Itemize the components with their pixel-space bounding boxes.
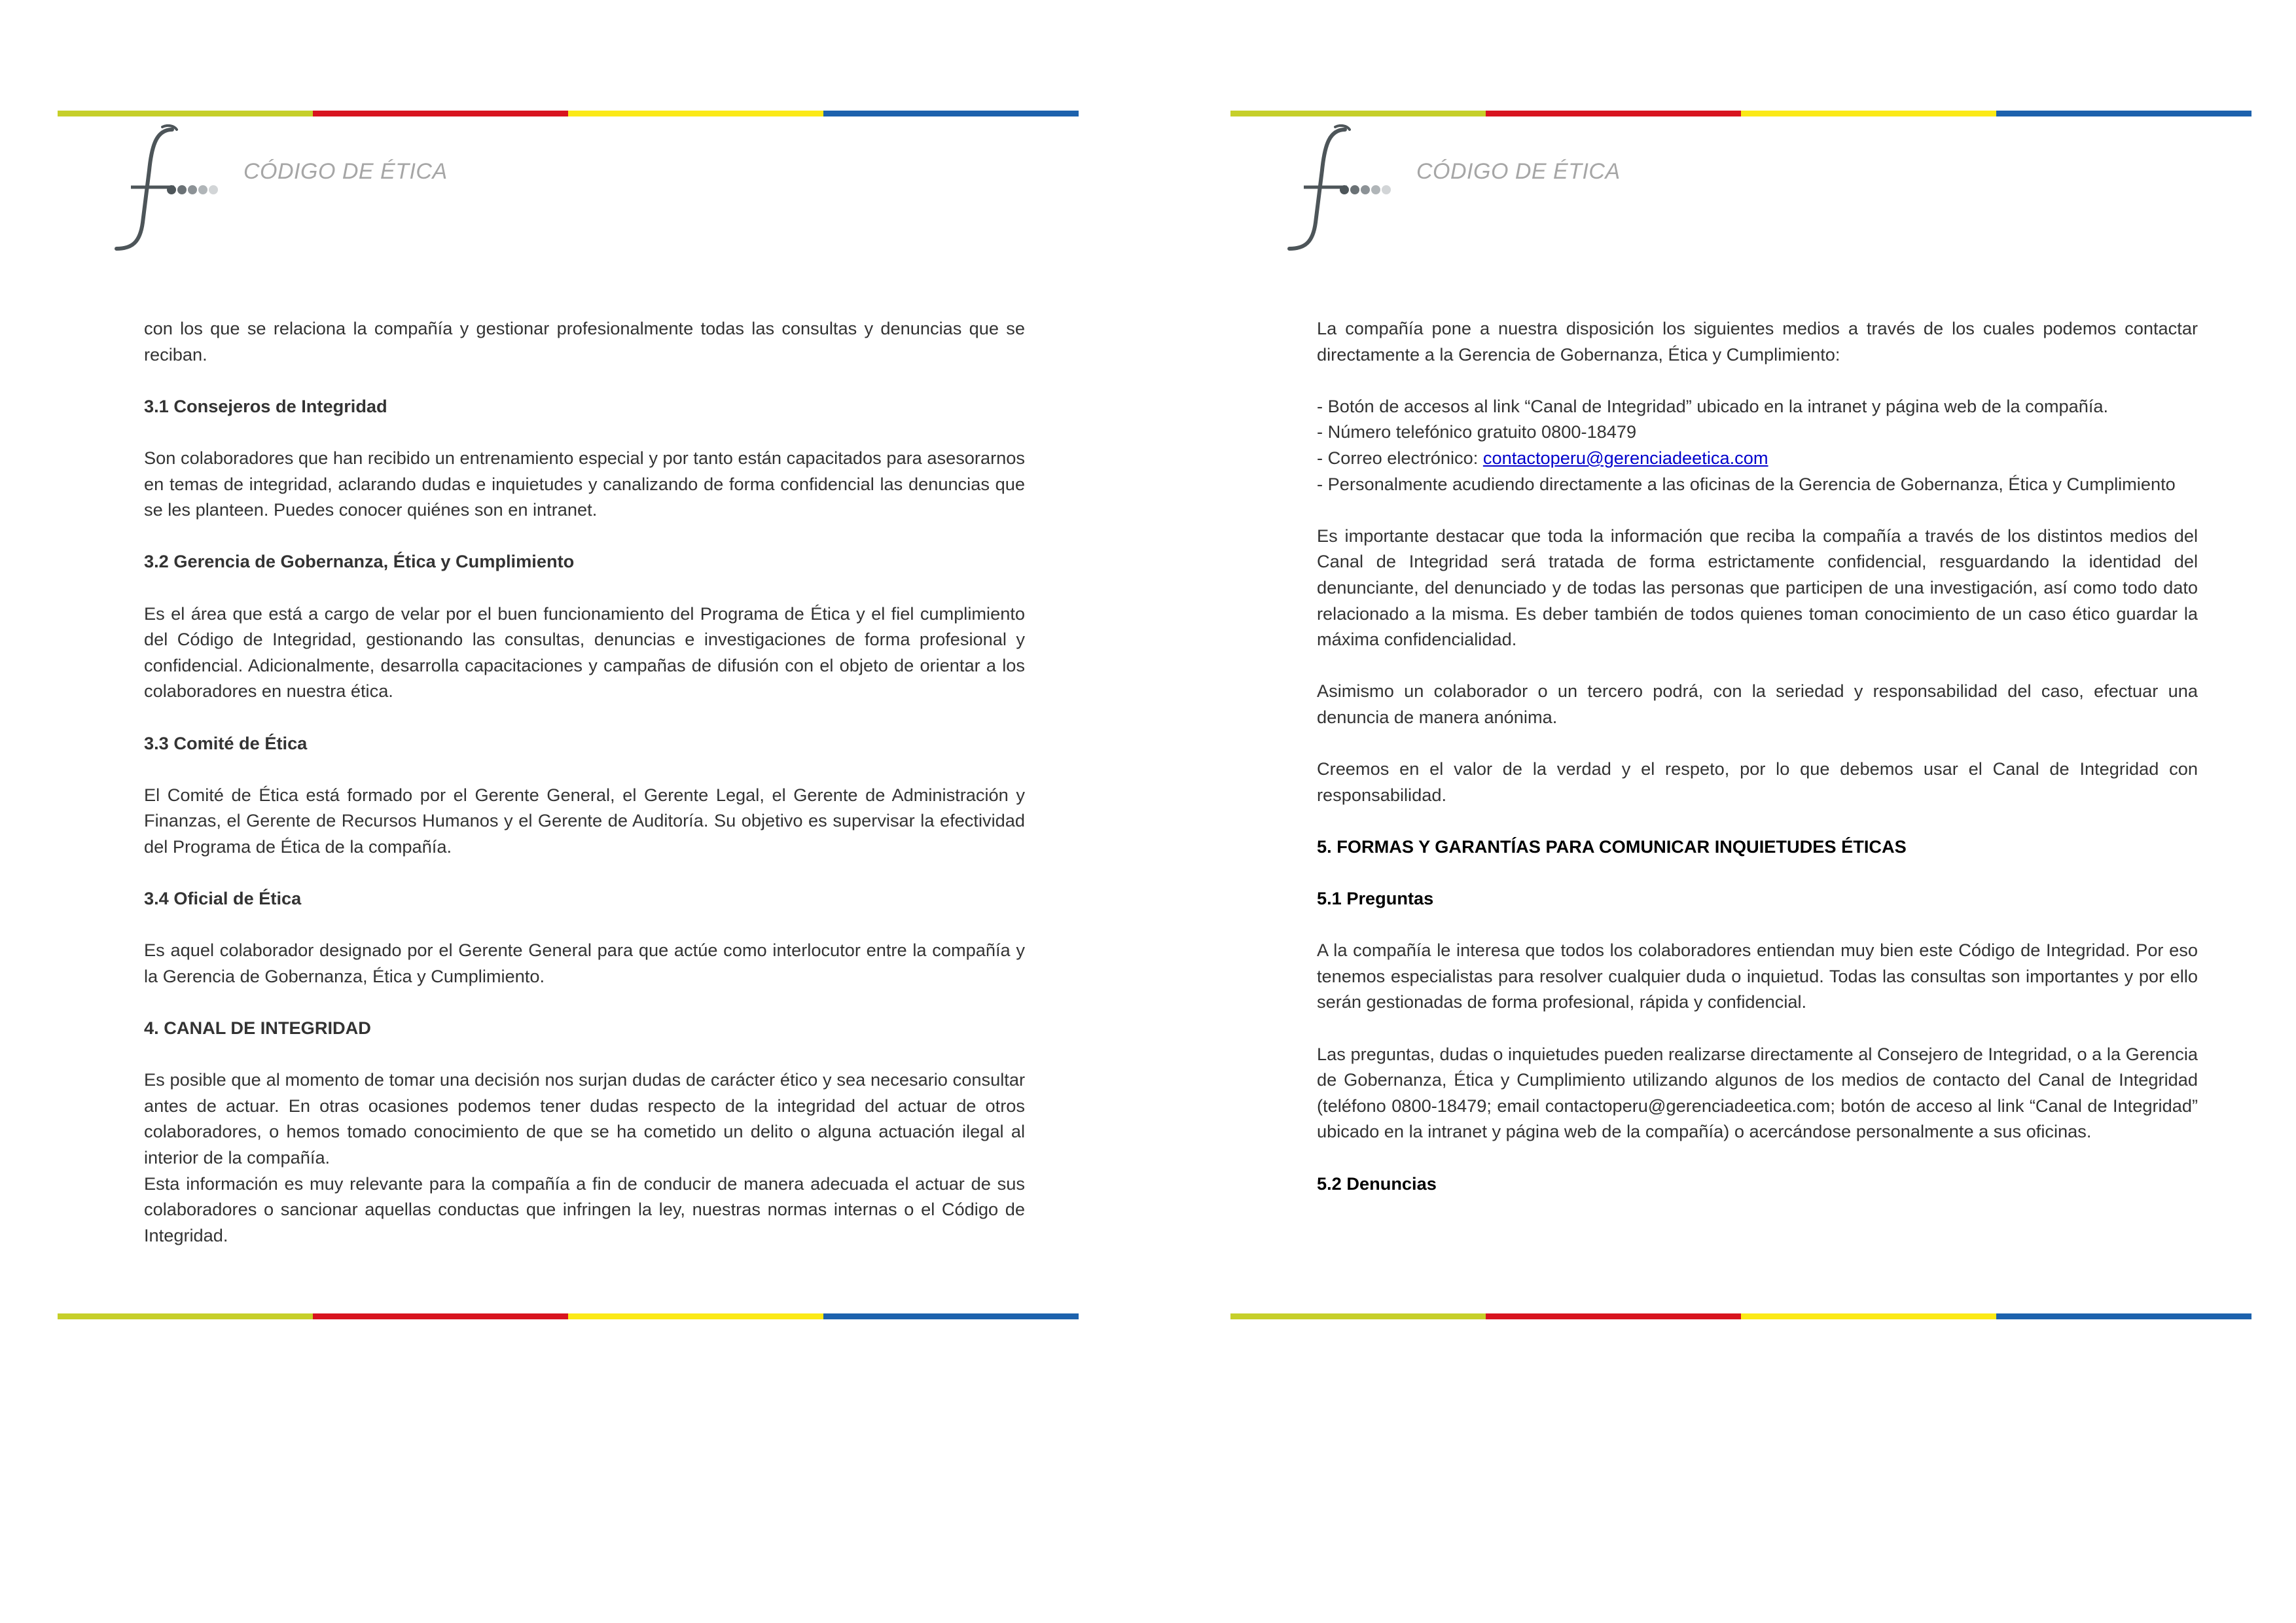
- bar-segment-yellow: [1741, 111, 1996, 116]
- paragraph: Es importante destacar que toda la información que reciba la compañía a través de los distintos medios del Canal de Integridad será tratada de forma estrictamente confidencial, resguardando la identidad del denunciante, del denunciado y de todas las personas que participen de una investigación, así como todo dato relacionado a la misma. Es deber también de todos quienes toman conocimiento de un caso ético guardar la máxima confidencialidad.: [1317, 525, 2198, 650]
- paragraph: Las preguntas, dudas o inquietudes pueden realizarse directamente al Consejero de Integridad, o a la Gerencia de Gobernanza, Ética y Cumplimiento utilizando algunos de los medios de contacto del Canal de Integridad (teléfono 0800-18479; email contactoperu@gerenciadeetica.com; botón de acceso al link “Canal de Integridad” ubicado en la intranet y página web de la compañía) o acercándose personalmente a sus oficinas.: [1317, 1043, 2198, 1142]
- logo-f-icon: [111, 124, 236, 255]
- bar-segment-green: [58, 1313, 313, 1319]
- bar-segment-red: [1486, 111, 1741, 116]
- paragraph: Creemos en el valor de la verdad y el respeto, por lo que debemos usar el Canal de Integridad con responsabilidad.: [1317, 758, 2198, 805]
- bar-segment-red: [313, 111, 568, 116]
- bar-segment-yellow: [568, 111, 823, 116]
- bar-segment-blue: [823, 111, 1079, 116]
- section-heading-3-4: 3.4 Oficial de Ética: [144, 888, 302, 909]
- header-title: CÓDIGO DE ÉTICA: [1416, 159, 1621, 184]
- channel-item-phone: - Número telefónico gratuito 0800-18479: [1317, 421, 1637, 442]
- paragraph: El Comité de Ética está formado por el Gerente General, el Gerente Legal, el Gerente de Administración y Finanzas, el Gerente de Recursos Humanos y el Gerente de Auditoría. Su objetivo es supervisar la efectividad del Programa de Ética de la compañía.: [144, 784, 1025, 857]
- channel-email-prefix: - Correo electrónico:: [1317, 447, 1483, 468]
- paragraph: Es posible que al momento de tomar una decisión nos surjan dudas de carácter ético y sea necesario consultar antes de actuar. En otras ocasiones podemos tener dudas respecto de la integridad del actuar de otros colaboradores, o hemos tomado conocimiento de que se ha cometido un delito o alguna actuación ilegal al interior de la compañía.: [144, 1069, 1025, 1168]
- bottom-color-bar: [58, 1313, 1079, 1319]
- section-heading-5-1: 5.1 Preguntas: [1317, 888, 1434, 909]
- bar-segment-green: [1230, 1313, 1486, 1319]
- top-color-bar: [58, 111, 1079, 116]
- bar-segment-blue: [1996, 111, 2251, 116]
- section-heading-3-1: 3.1 Consejeros de Integridad: [144, 395, 387, 416]
- paragraph: Esta información es muy relevante para la compañía a fin de conducir de manera adecuada el actuar de sus colaboradores o sancionar aquellas conductas que infringen la ley, nuestras normas internas o el Código de Integridad.: [144, 1173, 1025, 1245]
- bar-segment-blue: [1996, 1313, 2251, 1319]
- email-link[interactable]: contactoperu@gerenciadeetica.com: [1482, 447, 1768, 468]
- bar-segment-blue: [823, 1313, 1079, 1319]
- section-heading-5-2: 5.2 Denuncias: [1317, 1173, 1437, 1194]
- right-page: [1230, 0, 2251, 1623]
- channel-item-link: - Botón de accesos al link “Canal de Integridad” ubicado en la intranet y página web de la compañía.: [1317, 395, 2109, 416]
- section-heading-5: 5. FORMAS Y GARANTÍAS PARA COMUNICAR INQUIETUDES ÉTICAS: [1317, 836, 1907, 857]
- bar-segment-green: [58, 111, 313, 116]
- top-color-bar: [1230, 111, 2251, 116]
- section-heading-3-2: 3.2 Gerencia de Gobernanza, Ética y Cumplimiento: [144, 551, 575, 572]
- paragraph: Es el área que está a cargo de velar por el buen funcionamiento del Programa de Ética y el fiel cumplimiento del Código de Integridad, gestionando las consultas, denuncias e investigaciones de forma profesional y confidencial. Adicionalmente, desarrolla capacitaciones y campañas de difusión con el objeto de orientar a los colaboradores en nuestra ética.: [144, 603, 1025, 702]
- bar-segment-red: [313, 1313, 568, 1319]
- header-title: CÓDIGO DE ÉTICA: [243, 159, 448, 184]
- bar-segment-yellow: [568, 1313, 823, 1319]
- bar-segment-yellow: [1741, 1313, 1996, 1319]
- left-content: [144, 315, 1025, 1248]
- bar-segment-red: [1486, 1313, 1741, 1319]
- contact-channels-list: [1317, 393, 2198, 497]
- section-heading-4: 4. CANAL DE INTEGRIDAD: [144, 1018, 371, 1039]
- channel-item-in-person: - Personalmente acudiendo directamente a las oficinas de la Gerencia de Gobernanza, Ética y Cumplimiento: [1317, 473, 2176, 494]
- paragraph: con los que se relaciona la compañía y gestionar profesionalmente todas las consultas y denuncias que se reciban.: [144, 318, 1025, 365]
- paragraph: La compañía pone a nuestra disposición los siguientes medios a través de los cuales podemos contactar directamente a la Gerencia de Gobernanza, Ética y Cumplimiento:: [1317, 318, 2198, 365]
- paragraph: Es aquel colaborador designado por el Gerente General para que actúe como interlocutor entre la compañía y la Gerencia de Gobernanza, Ética y Cumplimiento.: [144, 940, 1025, 986]
- section-heading-3-3: 3.3 Comité de Ética: [144, 732, 308, 753]
- paragraph: A la compañía le interesa que todos los colaboradores entiendan muy bien este Código de Integridad. Por eso tenemos especialistas para resolver cualquier duda o inquietud. Todas las consultas son importantes y por ello serán gestionadas de forma profesional, rápida y confidencial.: [1317, 940, 2198, 1012]
- bottom-color-bar: [1230, 1313, 2251, 1319]
- bar-segment-green: [1230, 111, 1486, 116]
- right-content: [1317, 315, 2198, 1196]
- logo-f-icon: [1284, 124, 1408, 255]
- paragraph: Son colaboradores que han recibido un entrenamiento especial y por tanto están capacitados para asesorarnos en temas de integridad, aclarando dudas e inquietudes y canalizando de forma confidencial las denuncias que se les planteen. Puedes conocer quiénes son en intranet.: [144, 447, 1025, 520]
- left-page: [58, 0, 1079, 1623]
- channel-item-email: [1317, 445, 2198, 471]
- paragraph: Asimismo un colaborador o un tercero podrá, con la seriedad y responsabilidad del caso, efectuar una denuncia de manera anónima.: [1317, 681, 2198, 727]
